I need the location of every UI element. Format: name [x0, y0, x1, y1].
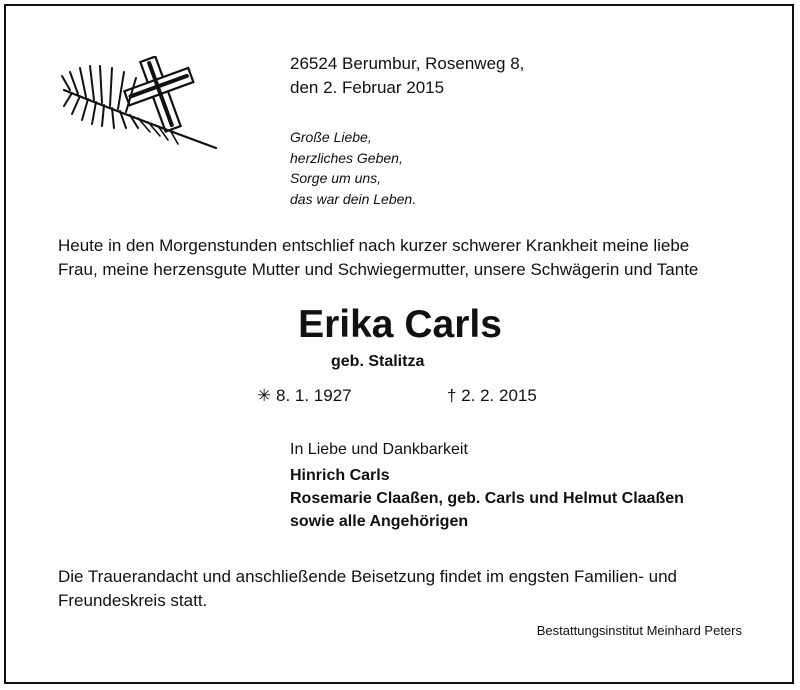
- announcement-line: Heute in den Morgenstunden entschlief nach kurzer schwerer Krankheit meine liebe: [58, 236, 690, 255]
- address-line: 26524 Berumbur, Rosenweg 8,: [290, 54, 525, 73]
- death-cross-icon: †: [447, 386, 457, 405]
- deceased-name: Erika Carls: [298, 303, 502, 346]
- funeral-home: Bestattungsinstitut Meinhard Peters: [536, 623, 742, 638]
- birth-date-block: [257, 386, 352, 406]
- poem-line: Sorge um uns,: [290, 170, 382, 186]
- service-notice: [58, 565, 677, 613]
- birth-star-icon: ✳: [257, 386, 272, 405]
- address-block: [290, 52, 524, 100]
- mourner-name: sowie alle Angehörigen: [290, 513, 469, 530]
- death-date: 2. 2. 2015: [461, 386, 537, 405]
- death-date-block: [447, 386, 537, 406]
- cross-with-palm-branch-icon: [58, 56, 220, 150]
- date-line: den 2. Februar 2015: [290, 78, 445, 97]
- poem-line: Große Liebe,: [290, 129, 372, 145]
- service-line: Freundeskreis statt.: [58, 591, 208, 610]
- announcement-text: [58, 234, 698, 282]
- poem-line: herzliches Geben,: [290, 149, 403, 166]
- mourners-list: [290, 464, 684, 533]
- mourner-name: Hinrich Carls: [290, 467, 390, 484]
- memorial-poem: [290, 127, 416, 209]
- maiden-name: geb. Stalitza: [331, 353, 425, 370]
- mourners-intro: In Liebe und Dankbarkeit: [290, 441, 468, 458]
- announcement-line: Frau, meine herzensgute Mutter und Schwiegermutter, unsere Schwägerin und Tante: [58, 260, 699, 279]
- mourner-name: Rosemarie Claaßen, geb. Carls und Helmut Claaßen: [290, 490, 684, 507]
- poem-line: das war dein Leben.: [290, 190, 417, 207]
- service-line: Die Trauerandacht und anschließende Beisetzung findet im engsten Familien- und: [58, 567, 677, 586]
- birth-date: 8. 1. 1927: [275, 386, 352, 405]
